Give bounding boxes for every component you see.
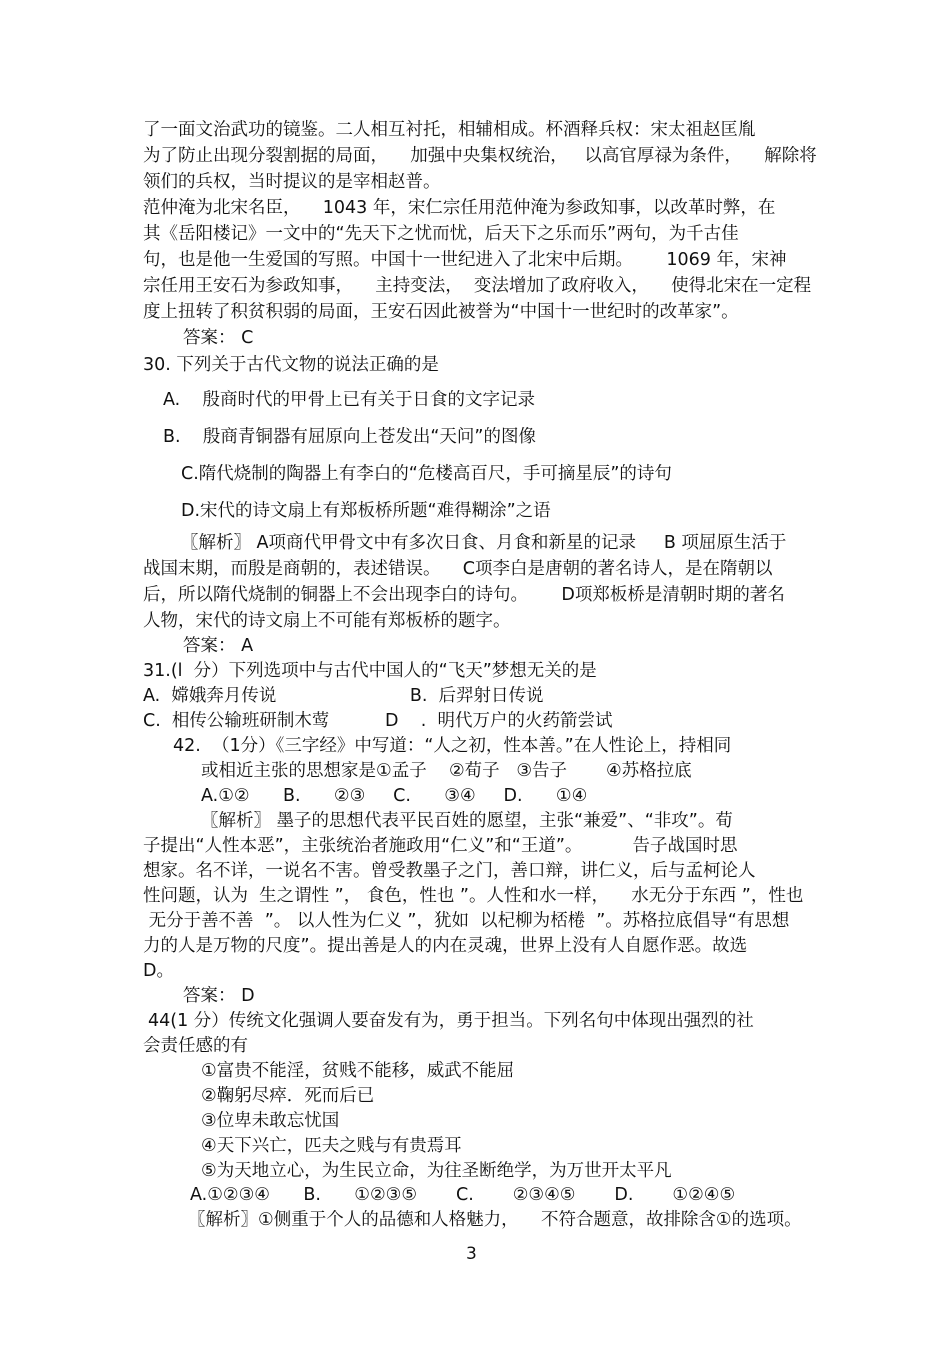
text-line: 会责任感的有 [143,1036,248,1056]
answer-line: 答案： D [183,986,255,1006]
option-d: D.宋代的诗文扇上有郑板桥所题“难得糊涂”之语 [181,501,551,521]
text-line: 了一面文治武功的镜鉴。二人相互衬托，相辅相成。杯酒释兵权：宋太祖赵匡胤 [143,120,756,140]
text-line: 子提出“人性本恶”，主张统治者施政用“仁义”和“王道”。 告子战国时思 [143,836,738,856]
answer-line: 答案： A [183,636,254,656]
text-line: 领们的兵权，当时提议的是宰相赵普。 [143,172,441,192]
list-item: ④天下兴亡，匹夫之贱与有贵焉耳 [201,1136,462,1156]
question-42: 42. （1分）《三字经》中写道：“人之初，性本善。”在人性论上，持相同 [173,736,732,756]
text-line: 度上扭转了积贫积弱的局面，王安石因此被誉为“中国十一世纪时的改革家”。 [143,302,739,322]
text-line: D。 [143,961,174,981]
option-a: A. 殷商时代的甲骨上已有关于日食的文字记录 [163,390,535,410]
answer-line: 答案： C [183,328,254,348]
text-line: 宗任用王安石为参政知事， 主持变法， 变法增加了政府收入， 使得北宋在一定程 [143,276,812,296]
options-ab: A. 嫦娥奔月传说 B. 后羿射日传说 [143,686,544,706]
text-line: 范仲淹为北宋名臣， 1043 年，宋仁宗任用范仲淹为参政知事，以改革时弊，在 [143,198,776,218]
text-line: 力的人是万物的尺度”。提出善是人的内在灵魂，世界上没有人自愿作恶。故选 [143,936,748,956]
text-line: 后，所以隋代烧制的铜器上不会出现李白的诗句。 D项郑板桥是清朝时期的著名 [143,585,785,605]
analysis-line: 〖解析〗 墨子的思想代表平民百姓的愿望，主张“兼爱”、“非攻”。荀 [201,811,733,831]
text-line: 战国末期，而殷是商朝的，表述错误。 C项李白是唐朝的著名诗人，是在隋朝以 [143,559,773,579]
options-cd: C. 相传公输班研制木莺 D . 明代万户的火药箭尝试 [143,711,613,731]
text-line: 无分于善不善 ”。 以人性为仁义 ”，犹如 以杞柳为桮棬 ”。苏格拉底倡导“有思想 [143,911,790,931]
question-44: 44(1 分）传统文化强调人要奋发有为，勇于担当。下列名句中体现出强烈的社 [148,1011,754,1031]
text-line: 人物，宋代的诗文扇上不可能有郑板桥的题字。 [143,611,511,631]
options-line: A.①②③④ B. ①②③⑤ C. ②③④⑤ D. ①②④⑤ [190,1185,736,1205]
text-line: 其《岳阳楼记》一文中的“先天下之忧而忧，后天下之乐而乐”两句，为千古佳 [143,224,739,244]
list-item: ②鞠躬尽瘁．死而后已 [201,1086,375,1106]
list-item: ③位卑未敢忘忧国 [201,1111,340,1131]
analysis-line: 〖解析〗 A项商代甲骨文中有多次日食、月食和新星的记录 B 项屈原生活于 [181,533,787,553]
text-line: 句，也是他一生爱国的写照。中国十一世纪进入了北宋中后期。 1069 年，宋神 [143,250,787,270]
analysis-line: 〖解析〗①侧重于个人的品德和人格魅力， 不符合题意，故排除含①的选项。 [188,1210,802,1230]
text-line: 想家。名不详，一说名不害。曾受教墨子之门，善口辩，讲仁义，后与孟柯论人 [143,861,756,881]
list-item: ⑤为天地立心，为生民立命，为往圣断绝学，为万世开太平凡 [201,1161,672,1181]
page-number: 3 [466,1244,477,1264]
options-line: A.①② B. ②③ C. ③④ D. ①④ [201,786,588,806]
question-31: 31.(l 分）下列选项中与古代中国人的“飞天”梦想无关的是 [143,661,597,681]
option-c: C.隋代烧制的陶器上有李白的“危楼高百尺，手可摘星辰”的诗句 [181,464,672,484]
text-line: 或相近主张的思想家是①孟子 ②荀子 ③告子 ④苏格拉底 [201,761,692,781]
question-30: 30. 下列关于古代文物的说法正确的是 [143,355,439,375]
list-item: ①富贵不能淫，贫贱不能移，威武不能屈 [201,1061,515,1081]
option-b: B. 殷商青铜器有屈原向上苍发出“天问”的图像 [163,427,536,447]
text-line: 为了防止出现分裂割据的局面， 加强中央集权统治， 以高官厚禄为条件， 解除将 [143,146,817,166]
text-line: 性问题，认为 生之谓性 ”， 食色，性也 ”。人性和水一样， 水无分于东西 ”，性也 [143,886,804,906]
